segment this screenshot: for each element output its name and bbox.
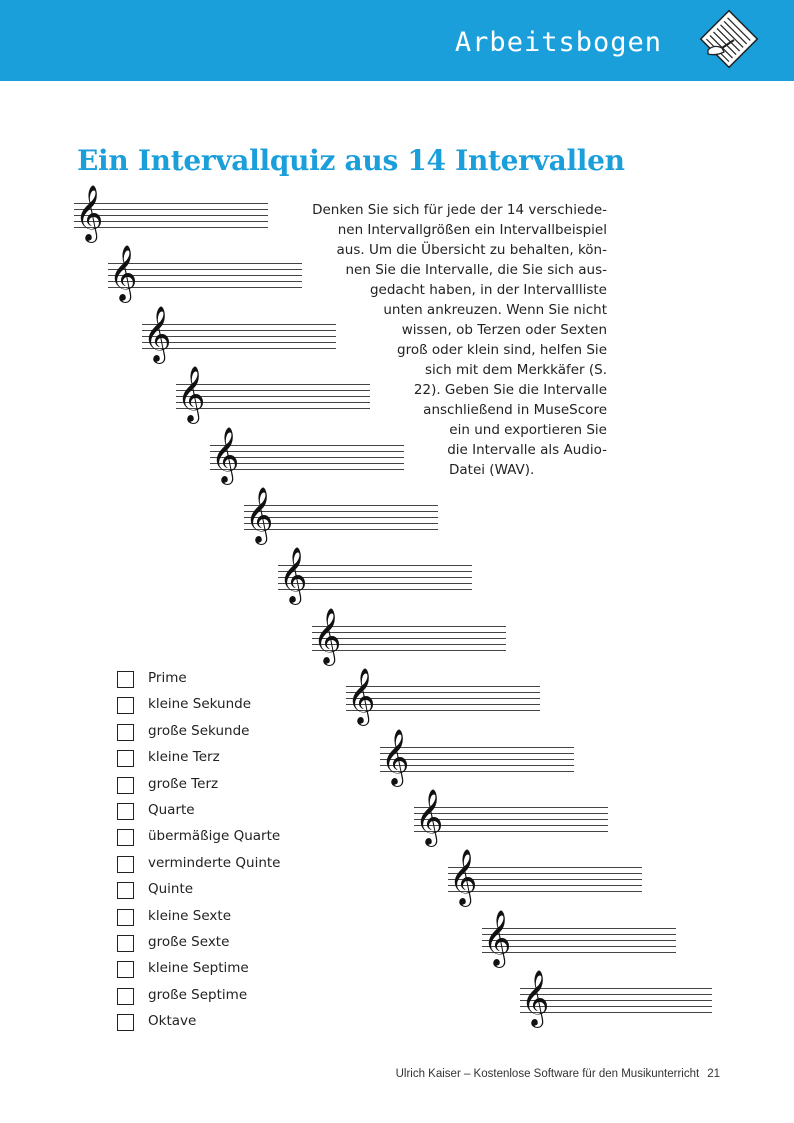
checkbox[interactable] <box>117 777 134 794</box>
checkbox[interactable] <box>117 750 134 767</box>
intro-line: ein und exportieren Sie <box>449 422 607 438</box>
checklist-label: kleine Terz <box>148 749 220 766</box>
checklist-label: Prime <box>148 670 187 686</box>
treble-clef-icon: 𝄞 <box>75 185 104 241</box>
checklist-label: große Septime <box>148 986 248 1003</box>
intro-line: sich mit dem Merkkäfer (S. <box>424 362 607 378</box>
checkbox[interactable] <box>117 671 134 688</box>
checkbox[interactable] <box>117 803 134 820</box>
checklist-label: Quarte <box>148 802 195 818</box>
checkbox[interactable] <box>117 935 134 952</box>
checklist-label: kleine Septime <box>148 960 249 977</box>
intro-line: groß oder klein sind, helfen Sie <box>397 342 607 358</box>
checkbox[interactable] <box>117 961 134 978</box>
music-staff <box>312 607 506 666</box>
treble-clef-icon: 𝄞 <box>347 668 376 725</box>
checkbox[interactable] <box>117 697 134 714</box>
treble-clef-icon: 𝄞 <box>279 547 308 604</box>
page-footer <box>396 1068 720 1080</box>
checkbox[interactable] <box>117 1014 134 1031</box>
intro-line: 22). Geben Sie die Intervalle <box>413 382 607 398</box>
header-title: Arbeitsbogen <box>454 27 662 58</box>
intro-line: die Intervalle als Audio- <box>447 442 607 458</box>
intro-line: anschließend in MuseScore <box>423 402 607 418</box>
treble-clef-icon: 𝄞 <box>381 728 410 785</box>
treble-clef-icon: 𝄞 <box>143 305 172 362</box>
header-bar <box>0 0 794 81</box>
music-staff <box>244 487 438 545</box>
music-staff <box>176 366 370 424</box>
checklist-label: große Sekunde <box>148 722 250 739</box>
checkbox[interactable] <box>117 909 134 926</box>
checkbox[interactable] <box>117 882 134 899</box>
checklist-label: kleine Sekunde <box>148 696 252 713</box>
checklist-label: große Terz <box>148 775 219 792</box>
checklist-label: große Sexte <box>148 934 230 950</box>
intro-line: nen Sie die Intervalle, die Sie sich aus- <box>345 262 607 278</box>
footer-text: Ulrich Kaiser – Kostenlose Software für den Musikunterricht <box>395 1068 700 1080</box>
treble-clef-icon: 𝄞 <box>415 789 444 845</box>
page-number: 21 <box>707 1068 720 1080</box>
treble-clef-icon: 𝄞 <box>177 366 206 423</box>
checkbox[interactable] <box>117 856 134 873</box>
page-title: Ein Intervallquiz aus 14 Intervallen <box>77 144 625 177</box>
music-staff <box>74 185 268 243</box>
music-staff <box>210 426 404 485</box>
intro-line: wissen, ob Terzen oder Sexten <box>401 322 607 338</box>
music-staff <box>380 728 574 787</box>
checkbox[interactable] <box>117 724 134 741</box>
music-staff <box>142 305 336 364</box>
treble-clef-icon: 𝄞 <box>245 487 274 543</box>
music-staff <box>346 668 540 726</box>
checklist-label: verminderte Quinte <box>148 854 281 871</box>
treble-clef-icon: 𝄞 <box>109 245 138 302</box>
checkbox[interactable] <box>117 829 134 846</box>
music-staff <box>482 909 676 968</box>
checklist-label: übermäßige Quarte <box>148 828 281 845</box>
checklist-label: Quinte <box>148 881 194 898</box>
music-staff <box>278 547 472 605</box>
intro-line: nen Intervallgrößen ein Intervallbeispiel <box>337 222 607 238</box>
intro-line: gedacht haben, in der Intervallliste <box>369 282 607 298</box>
checklist-label: Oktave <box>148 1013 197 1030</box>
treble-clef-icon: 𝄞 <box>313 607 342 664</box>
treble-clef-icon: 𝄞 <box>449 849 478 906</box>
checklist-label: kleine Sexte <box>148 907 232 924</box>
worksheet-pencil-icon <box>694 4 764 74</box>
music-staff <box>520 970 712 1028</box>
intro-line: Denken Sie sich für jede der 14 verschiede- <box>312 202 607 218</box>
checkbox[interactable] <box>117 988 134 1005</box>
intro-line: unten ankreuzen. Wenn Sie nicht <box>383 302 607 318</box>
intro-line: Datei (WAV). <box>449 462 535 478</box>
treble-clef-icon: 𝄞 <box>211 426 240 483</box>
music-staff <box>108 245 302 303</box>
treble-clef-icon: 𝄞 <box>483 909 512 966</box>
music-staff <box>448 849 642 907</box>
intro-line: aus. Um die Übersicht zu behalten, kön- <box>336 242 607 258</box>
treble-clef-icon: 𝄞 <box>521 970 550 1027</box>
music-staff <box>414 789 608 847</box>
